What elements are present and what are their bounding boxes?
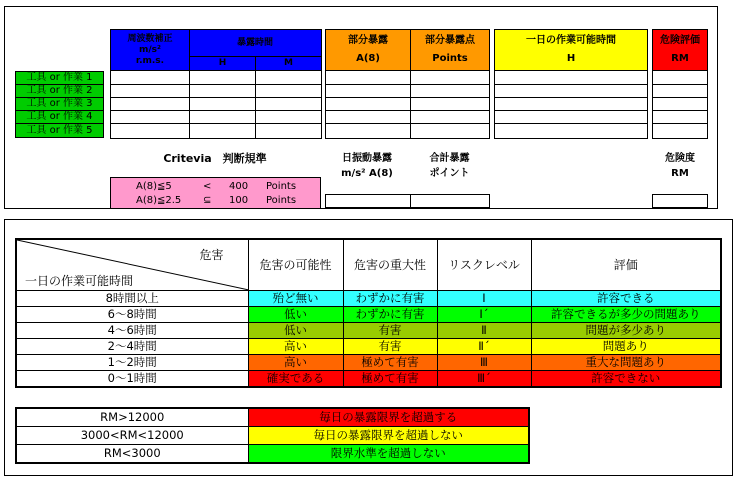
total-points-line1: 合計暴露 <box>429 152 470 164</box>
danger-degree-line1: 危険度 <box>665 152 695 164</box>
grid-row-line <box>495 123 647 124</box>
time-cell: 2～4時間 <box>16 339 248 355</box>
header-severity: 危害の重大性 <box>343 239 437 291</box>
header-risk-level: リスクレベル <box>437 239 531 291</box>
severity-cell: 有害 <box>343 323 437 339</box>
unit-m-label: M <box>284 58 293 68</box>
exposure-time-unit-h <box>189 56 255 70</box>
criteria-op: < <box>203 181 212 192</box>
daily-exposure-line1: 日振動暴露 <box>342 152 392 164</box>
grid-row-line <box>653 70 707 71</box>
tool-row-2 <box>15 84 104 98</box>
grid-row-line <box>495 110 647 111</box>
tool-row-1 <box>15 71 104 85</box>
possibility-cell: 高い <box>248 339 343 355</box>
severity-cell: 極めて有害 <box>343 355 437 371</box>
tool-label: 工具 or 作業 3 <box>26 98 93 109</box>
total-points-line2: ポイント <box>429 167 470 179</box>
criteria-row-1 <box>111 181 320 193</box>
grid-row-line <box>495 70 647 71</box>
table-row <box>16 339 721 355</box>
danger-eval-unit: RM <box>671 53 689 64</box>
work-time-label: 一日の作業可能時間 <box>25 274 134 288</box>
partial-exposure-title: 部分暴露 <box>348 35 388 46</box>
criteria-unit: Points <box>266 195 297 206</box>
tool-label: 工具 or 作業 2 <box>26 85 93 96</box>
partial-exposure-unit: A(8) <box>356 53 380 64</box>
daily-time-header <box>495 30 647 70</box>
evaluation-cell: 問題あり <box>531 339 721 355</box>
possibility-cell: 低い <box>248 307 343 323</box>
partial-exposure-header <box>326 30 410 70</box>
grid-row-line <box>111 84 321 85</box>
harm-label: 危害 <box>199 248 224 262</box>
partial-points-header <box>410 30 489 70</box>
daily-time-title: 一日の作業可能時間 <box>526 35 616 46</box>
table-row <box>16 307 721 323</box>
grid-row-line <box>326 70 489 71</box>
rm-desc-cell: 毎日の暴露限界を超過する <box>248 408 529 427</box>
evaluation-cell: 許容できるが多少の問題あり <box>531 307 721 323</box>
diagonal-header-cell <box>16 239 248 291</box>
grid-row-line <box>326 84 489 85</box>
table-row <box>16 355 721 371</box>
possibility-cell: 確実である <box>248 371 343 388</box>
tool-row-5 <box>15 123 104 138</box>
tool-label: 工具 or 作業 1 <box>26 72 93 83</box>
criteria-box <box>110 177 321 209</box>
exposure-time-header <box>189 30 321 56</box>
severity-cell: わずかに有害 <box>343 307 437 323</box>
criteria-op: ⊆ <box>203 195 212 206</box>
table-row <box>16 427 529 445</box>
rm-table <box>15 407 530 464</box>
total-points-label <box>410 151 489 181</box>
grid-row-line <box>653 84 707 85</box>
header-possibility: 危害の可能性 <box>248 239 343 291</box>
exposure-time-unit-m <box>255 56 321 70</box>
rm-range-cell: RM<3000 <box>16 445 248 464</box>
table-row <box>16 445 529 464</box>
grid-row-line <box>111 110 321 111</box>
grid-row-line <box>495 84 647 85</box>
danger-degree-label <box>652 151 708 181</box>
time-cell: 4～6時間 <box>16 323 248 339</box>
grid-row-line <box>326 97 489 98</box>
partial-points-title: 部分暴露点 <box>425 35 475 46</box>
exposure-time-title: 暴露時間 <box>236 37 273 48</box>
evaluation-cell: 問題が多少あり <box>531 323 721 339</box>
vib-header-line2: m/s² <box>139 44 161 55</box>
partial-points-unit: Points <box>432 53 468 64</box>
evaluation-cell: 重大な問題あり <box>531 355 721 371</box>
grid-row-line <box>326 110 489 111</box>
criteria-cond: A(8)≦5 <box>136 181 172 192</box>
danger-degree-value-cell[interactable] <box>652 194 708 208</box>
rm-desc-cell: 限界水準を超過しない <box>248 445 529 464</box>
daily-exposure-label <box>325 151 409 181</box>
vib-header-line1: 周波数補正 <box>127 33 173 44</box>
evaluation-cell: 許容できない <box>531 371 721 388</box>
tool-row-3 <box>15 97 104 111</box>
criteria-row-2 <box>111 195 320 207</box>
danger-eval-header <box>653 30 707 70</box>
grid-row-line <box>111 123 321 124</box>
level-cell: Ⅱ´ <box>437 339 531 355</box>
criteria-unit: Points <box>266 181 297 192</box>
evaluation-cell: 許容できる <box>531 291 721 307</box>
table-row <box>16 323 721 339</box>
table-row <box>16 291 721 307</box>
level-cell: Ⅰ´ <box>437 307 531 323</box>
grid-row-line <box>111 97 321 98</box>
level-cell: Ⅰ <box>437 291 531 307</box>
rm-range-cell: RM>12000 <box>16 408 248 427</box>
level-cell: Ⅲ <box>437 355 531 371</box>
tool-label: 工具 or 作業 5 <box>26 124 93 136</box>
criteria-title: Critevia 判断規準 <box>163 151 267 165</box>
severity-cell: わずかに有害 <box>343 291 437 307</box>
risk-table <box>15 238 722 388</box>
unit-h-label: H <box>218 58 227 68</box>
rm-desc-cell: 毎日の暴露限界を超過しない <box>248 427 529 445</box>
vib-header <box>111 30 189 70</box>
possibility-cell: 殆ど無い <box>248 291 343 307</box>
criteria-val: 400 <box>229 181 249 192</box>
time-cell: 8時間以上 <box>16 291 248 307</box>
level-cell: Ⅲ´ <box>437 371 531 388</box>
daily-time-unit: H <box>566 53 576 64</box>
total-points-value-cell[interactable] <box>410 194 490 208</box>
grid-row-line <box>653 123 707 124</box>
level-cell: Ⅱ <box>437 323 531 339</box>
grid-row-line <box>495 97 647 98</box>
time-cell: 1～2時間 <box>16 355 248 371</box>
table-row <box>16 371 721 388</box>
criteria-val: 100 <box>229 195 249 206</box>
tool-row-4 <box>15 110 104 124</box>
daily-exposure-line2: m/s² A(8) <box>341 167 393 179</box>
time-cell: 6～8時間 <box>16 307 248 323</box>
header-evaluation: 評価 <box>531 239 721 291</box>
daily-exposure-value-cell[interactable] <box>325 194 411 208</box>
severity-cell: 極めて有害 <box>343 371 437 388</box>
danger-degree-line2: RM <box>671 167 689 179</box>
tool-label: 工具 or 作業 4 <box>26 111 93 122</box>
danger-eval-title: 危険評価 <box>660 35 700 46</box>
time-cell: 0～1時間 <box>16 371 248 388</box>
criteria-cond: A(8)≦2.5 <box>136 195 182 206</box>
grid-row-line <box>653 110 707 111</box>
rm-range-cell: 3000<RM<12000 <box>16 427 248 445</box>
possibility-cell: 高い <box>248 355 343 371</box>
grid-row-line <box>653 97 707 98</box>
severity-cell: 有害 <box>343 339 437 355</box>
possibility-cell: 低い <box>248 323 343 339</box>
grid-row-line <box>111 70 321 71</box>
table-row <box>16 408 529 427</box>
vib-header-line3: r.m.s. <box>135 55 165 66</box>
grid-row-line <box>326 123 489 124</box>
